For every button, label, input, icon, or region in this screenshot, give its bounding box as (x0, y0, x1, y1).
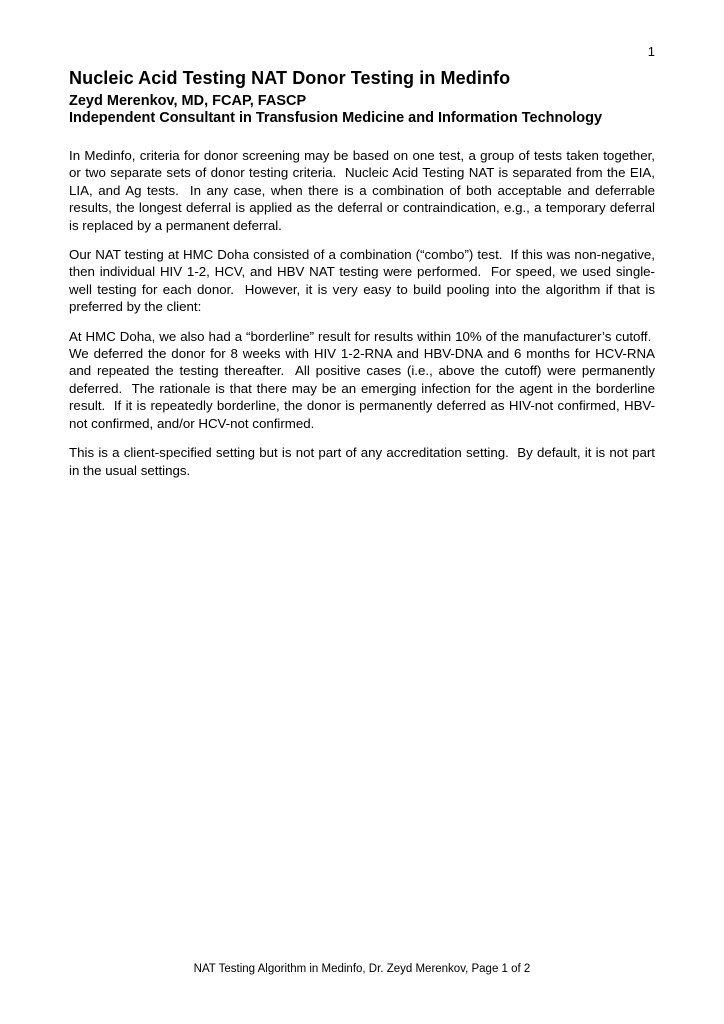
page-number: 1 (647, 44, 655, 59)
paragraph-nat-testing-hmc-doha: Our NAT testing at HMC Doha consisted of a combination (“combo”) test. If this was non-negative, then individual HIV 1-2, HCV, and HBV NAT testing were performed. For speed, we used single-well testing for each donor. However, it is very easy to build pooling into the algorithm if that is preferred by the client: (69, 247, 655, 315)
document-title: Nucleic Acid Testing NAT Donor Testing in Medinfo (69, 68, 511, 88)
paragraph-donor-screening-criteria: In Medinfo, criteria for donor screening may be based on one test, a group of tests taken together, or two separate sets of donor testing criteria. Nucleic Acid Testing NAT is separated from the EIA, LIA, and Ag tests. In any case, when there is a combination of both acceptable and deferrable results, the longest deferral is applied as the deferral or contraindication, e.g., a temporary deferral is replaced by a permanent deferral. (69, 148, 655, 233)
document-content (0, 0, 724, 479)
paragraph-borderline-result: At HMC Doha, we also had a “borderline” result for results within 10% of the manufacturer’s cutoff. We deferred the donor for 8 weeks with HIV 1-2-RNA and HBV-DNA and 6 months for HCV-RNA and repeated the testing thereafter. All positive cases (i.e., above the cutoff) were permanently deferred. The rationale is that there may be an emerging infection for the agent in the borderline result. If it is repeatedly borderline, the donor is permanently deferred as HIV-not confirmed, HBV-not confirmed, and/or HCV-not confirmed. (69, 328, 655, 431)
author-line: Zeyd Merenkov, MD, FCAP, FASCP (69, 93, 307, 109)
subtitle-line: Independent Consultant in Transfusion Medicine and Information Technology (69, 110, 603, 126)
page-footer: NAT Testing Algorithm in Medinfo, Dr. Zeyd Merenkov, Page 1 of 2 (193, 963, 531, 975)
paragraph-client-specified-setting: This is a client-specified setting but is not part of any accreditation setting. By default, it is not part in the usual settings. (69, 445, 655, 478)
